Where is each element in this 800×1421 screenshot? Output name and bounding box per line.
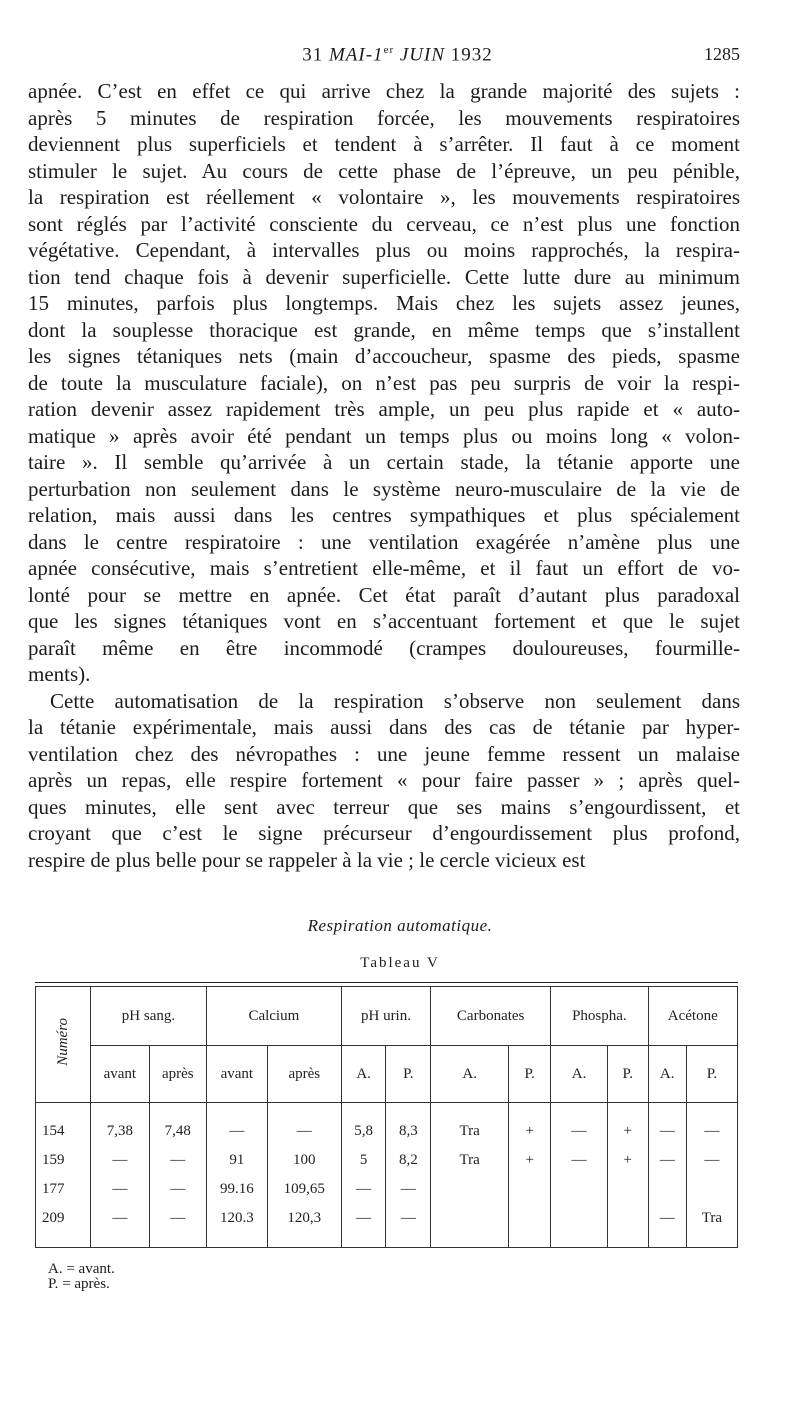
text-line: la tétanie expérimentale, mais aussi dans des cas de tétanie par hyper- <box>28 715 740 739</box>
text-line: sont réglés par l’activité consciente du cerveau, ce n’est plus une fonction <box>28 211 740 236</box>
row-numero: 159 <box>36 1146 91 1175</box>
numero-header <box>36 987 91 1103</box>
text-line: dans le centre respiratoire : une ventilation exagérée n’amène plus une <box>28 529 740 554</box>
table-cell: 109,65 <box>267 1175 341 1204</box>
table-label: Tableau V <box>360 955 440 971</box>
group-header: Carbonates <box>431 987 551 1046</box>
table-cell: — <box>267 1103 341 1147</box>
text-line: 15 minutes, parfois plus longtemps. Mais chez les sujets assez jeunes, <box>28 291 740 315</box>
text-line: après 5 minutes de respiration forcée, les mouvements respiratoires <box>28 105 740 130</box>
table-cell: — <box>551 1146 608 1175</box>
table-cell: Tra <box>431 1103 509 1147</box>
date-year: 1932 <box>450 44 493 66</box>
date-month-2: JUIN <box>399 44 446 66</box>
table-cell: — <box>206 1103 267 1147</box>
text-line: de toute la musculature faciale), on n’est pas peu surpris de voir la respi- <box>28 370 740 395</box>
group-header: Calcium <box>206 987 341 1046</box>
text-line: respire de plus belle pour se rappeler à la vie ; le cercle vicieux est <box>28 847 586 872</box>
text-line: matique » après avoir été pendant un temps plus ou moins long « volon- <box>28 423 740 448</box>
table-row <box>36 1103 738 1147</box>
group-header: pH sang. <box>91 987 207 1046</box>
table-cell: — <box>686 1146 737 1175</box>
group-header: pH urin. <box>341 987 430 1046</box>
text-line: apnée. C’est en effet ce qui arrive chez la grande majorité des sujets : <box>28 79 740 103</box>
text-line: apnée consécutive, mais s’entretient elle-même, et il faut un effort de vo- <box>28 556 740 580</box>
date-sup: er <box>383 44 395 56</box>
text-line: que les signes tétaniques vont en s’accentuant fortement et que le sujet <box>28 609 740 633</box>
text-line: dont la souplesse thoracique est grande, en même temps que s’installent <box>28 317 740 342</box>
text-line: les signes tétaniques nets (main d’accoucheur, spasme des pieds, spasme <box>28 344 740 368</box>
table-cell: — <box>686 1103 737 1147</box>
text-line: la respiration est réellement « volontaire », les mouvements respiratoires <box>28 185 740 209</box>
text-line: ventilation chez des névropathes : une jeune femme ressent un malaise <box>28 741 740 766</box>
table-cell: 5,8 <box>341 1103 386 1147</box>
table-legend <box>48 1262 115 1292</box>
table-cell: + <box>607 1103 648 1147</box>
sub-header: P. <box>509 1046 551 1103</box>
table-row <box>36 1146 738 1175</box>
group-header: Phospha. <box>551 987 648 1046</box>
table-cell: — <box>149 1175 206 1204</box>
text-line: ration devenir assez rapidement très ample, un peu plus rapide et « auto- <box>28 397 740 421</box>
text-line: croyant que c’est le signe précurseur d’engourdissement plus profond, <box>28 821 740 845</box>
table-cell: — <box>386 1204 431 1248</box>
row-numero: 177 <box>36 1175 91 1204</box>
table-cell: — <box>341 1175 386 1204</box>
table-cell: — <box>648 1103 686 1147</box>
table-cell: — <box>648 1204 686 1248</box>
legend-meaning: = avant. <box>66 1261 115 1277</box>
sub-header: A. <box>648 1046 686 1103</box>
table-cell: — <box>551 1103 608 1147</box>
legend-abbr: A. <box>48 1261 63 1277</box>
text-line: ments). <box>28 662 91 686</box>
table-cell <box>607 1204 648 1248</box>
text-line: stimuler le sujet. Au cours de cette phase de l’épreuve, un peu pénible, <box>28 158 740 183</box>
sub-header: après <box>267 1046 341 1103</box>
text-line: paraît même en être incommodé (crampes douloureuses, fourmille- <box>28 635 740 660</box>
table-cell: 120,3 <box>267 1204 341 1248</box>
table-cell: + <box>607 1146 648 1175</box>
page-header <box>55 44 740 70</box>
data-table <box>35 986 738 1248</box>
text-line: taire ». Il semble qu’arrivée à un certain stade, la tétanie apporte une <box>28 450 740 474</box>
text-line: ques minutes, elle sent avec terreur que ses mains s’engourdissent, et <box>28 794 740 819</box>
row-numero: 209 <box>36 1204 91 1248</box>
table-body <box>36 1103 738 1248</box>
table-cell: 5 <box>341 1146 386 1175</box>
sub-header: A. <box>341 1046 386 1103</box>
table-cell: Tra <box>686 1204 737 1248</box>
sub-header: A. <box>431 1046 509 1103</box>
sub-header: P. <box>386 1046 431 1103</box>
text-line: Cette automatisation de la respiration s’observe non seulement dans <box>50 688 740 713</box>
table-cell <box>431 1175 509 1204</box>
legend-item <box>48 1262 115 1277</box>
table-cell: + <box>509 1103 551 1147</box>
text-line: lonté pour se mettre en apnée. Cet état paraît d’autant plus paradoxal <box>28 582 740 607</box>
table-cell: — <box>386 1175 431 1204</box>
text-line: deviennent plus superficiels et tendent à s’arrêter. Il faut à ce moment <box>28 132 740 156</box>
table-cell: 8,3 <box>386 1103 431 1147</box>
table-cell: 91 <box>206 1146 267 1175</box>
text-line: perturbation non seulement dans le système neuro-musculaire de la vie de <box>28 476 740 501</box>
table-cell: 8,2 <box>386 1146 431 1175</box>
table-cell: 7,48 <box>149 1103 206 1147</box>
table-cell <box>509 1204 551 1248</box>
date-day: 31 <box>302 44 324 66</box>
table-cell: 120.3 <box>206 1204 267 1248</box>
sub-header: A. <box>551 1046 608 1103</box>
running-title <box>55 44 740 66</box>
table-row <box>36 1175 738 1204</box>
table-header-row-2 <box>36 1046 738 1103</box>
table-cell: — <box>91 1175 150 1204</box>
data-table-wrapper <box>35 982 738 1248</box>
body-text <box>28 78 740 873</box>
table-cell: 7,38 <box>91 1103 150 1147</box>
table-cell: — <box>149 1204 206 1248</box>
sub-header: après <box>149 1046 206 1103</box>
table-cell: — <box>648 1146 686 1175</box>
text-line: après un repas, elle respire fortement « pour faire passer » ; après quel- <box>28 768 740 792</box>
table-cell <box>551 1204 608 1248</box>
table-cell: 99.16 <box>206 1175 267 1204</box>
paragraph-2 <box>28 688 740 874</box>
row-numero: 154 <box>36 1103 91 1147</box>
table-row <box>36 1204 738 1248</box>
legend-item <box>48 1277 115 1292</box>
table-cell: — <box>91 1146 150 1175</box>
paragraph-1 <box>28 78 740 688</box>
table-cell: — <box>149 1146 206 1175</box>
sub-header: P. <box>607 1046 648 1103</box>
sub-header: P. <box>686 1046 737 1103</box>
table-header-row-1 <box>36 987 738 1046</box>
page-number: 1285 <box>704 44 740 64</box>
legend-meaning: = après. <box>62 1276 110 1292</box>
sub-header: avant <box>91 1046 150 1103</box>
table-cell: — <box>341 1204 386 1248</box>
text-line: végétative. Cependant, à intervalles plus ou moins rapprochés, la respira- <box>28 238 740 262</box>
table-cell <box>648 1175 686 1204</box>
group-header: Acétone <box>648 987 737 1046</box>
date-month-1: MAI-1 <box>328 44 384 66</box>
text-line: relation, mais aussi dans les centres sympathiques et plus spécialement <box>28 503 740 527</box>
sub-header: avant <box>206 1046 267 1103</box>
table-cell: + <box>509 1146 551 1175</box>
table-cell <box>686 1175 737 1204</box>
table-caption: Respiration automatique. <box>307 916 493 935</box>
table-cell <box>551 1175 608 1204</box>
legend-abbr: P. <box>48 1276 59 1292</box>
table-cell <box>509 1175 551 1204</box>
numero-label: Numéro <box>54 1018 71 1066</box>
table-cell: 100 <box>267 1146 341 1175</box>
table-cell: Tra <box>431 1146 509 1175</box>
table-cell: — <box>91 1204 150 1248</box>
text-line: tion tend chaque fois à devenir superficielle. Cette lutte dure au minimum <box>28 264 740 289</box>
table-cell <box>431 1204 509 1248</box>
table-cell <box>607 1175 648 1204</box>
